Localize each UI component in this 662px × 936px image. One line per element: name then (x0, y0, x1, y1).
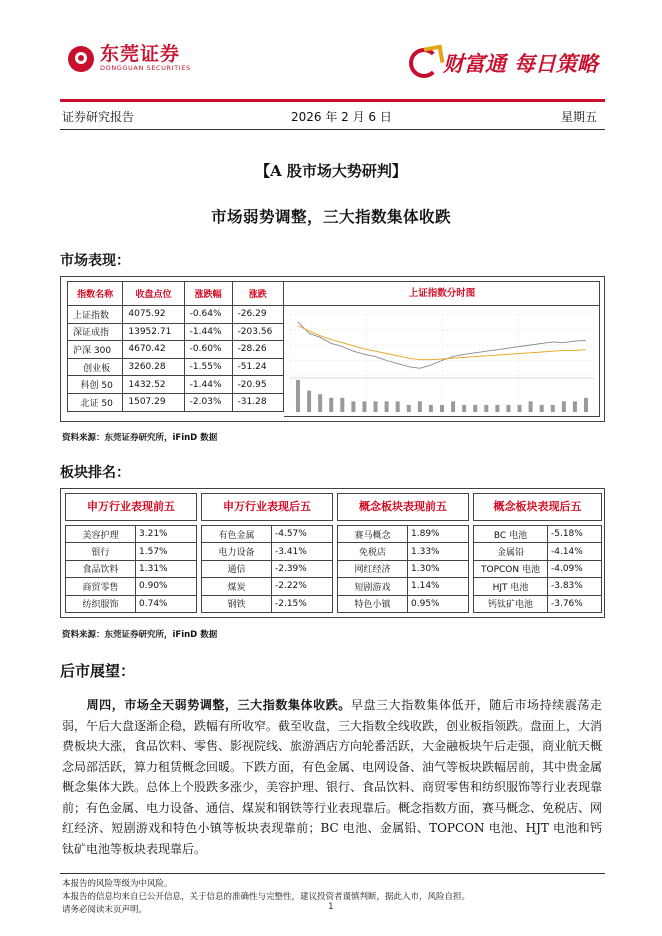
volume-bar (362, 401, 366, 412)
volume-bar (462, 405, 466, 412)
index-close: 4670.42 (123, 341, 184, 359)
table-row (68, 358, 284, 376)
sector-name: BC 电池 (474, 526, 548, 543)
sector-pct: -4.09% (548, 560, 602, 577)
index-pct: -2.03% (184, 393, 232, 411)
table-row (68, 323, 284, 341)
col-header-change: 涨跌 (232, 282, 283, 306)
table-row (474, 578, 602, 595)
outlook-body: 早盘三大指数集体低开，随后市场持续震荡走弱，午后大盘逐渐企稳，跌幅有所收窄。截至收盘，三大指数全线收跌，创业板指领跌。盘面上，大消费板块大涨，食品饮料、零售、影视院线、旅游酒店方向轮番活跃，大金融板块午后走强，商业航天概念局部活跃，算力租赁概念回暖。下跌方面，有色金属、电网设备、油气等板块跌幅居前，其中贵金属概念集体大跌。总体上个股跌多涨少，美容护理、银行、食品饮料、商贸零售和纺织服饰等行业表现靠前；有色金属、电力设备、通信、煤炭和钢铁等行业表现靠后。概念指数方面，赛马概念、免税店、网红经济、短剧游戏和特色小镇等板块表现靠前；BC 电池、金属铅、TOPCON 电池、HJT 电池和钙钛矿电池等板块表现靠后。 (62, 698, 603, 856)
sector-name: 美容护理 (66, 526, 136, 543)
footer-disclaimer (62, 878, 470, 917)
volume-bar (374, 401, 378, 412)
sector-name: 赛马概念 (338, 526, 408, 543)
volume-bar (518, 405, 522, 412)
intraday-chart-box (284, 281, 600, 417)
sector-pct: 1.89% (408, 526, 469, 543)
page-number: 1 (328, 902, 334, 912)
chart-title: 上证指数分时图 (284, 282, 600, 306)
logo-name-en: DONGGUAN SECURITIES (100, 64, 191, 72)
volume-bar (318, 394, 322, 412)
table-row (68, 393, 284, 411)
report-weekday: 星期五 (560, 110, 597, 124)
sector-source: 资料来源：东莞证券研究所，iFinD 数据 (62, 630, 218, 640)
index-pct: -1.44% (184, 376, 232, 394)
volume-bar (440, 405, 444, 412)
sector-head-bottom-industry: 申万行业表现后五 (201, 493, 333, 521)
sector-pct: -5.18% (548, 526, 602, 543)
table-row (474, 560, 602, 577)
table-row (66, 560, 197, 577)
table-row (202, 543, 333, 560)
brand-name: 财富通 (443, 51, 506, 76)
volume-bar (506, 405, 510, 412)
sector-group-top-industry (65, 525, 197, 613)
table-row (202, 578, 333, 595)
index-pct: -0.60% (184, 341, 232, 359)
sector-head-bottom-concept: 概念板块表现后五 (473, 493, 602, 521)
table-row (474, 543, 602, 560)
sector-group-bottom-concept (473, 525, 602, 613)
sector-name: 短剧游戏 (338, 578, 408, 595)
table-row (338, 560, 469, 577)
footer-info-note: 本报告的信息均来自已公开信息，关于信息的准确性与完整性，建议投资者谨慎判断，据此入市，风险自担。 (62, 892, 471, 902)
sector-name: 通信 (202, 560, 272, 577)
index-change: -20.95 (232, 376, 283, 394)
volume-bar (407, 405, 411, 412)
footer-risk-level: 本报告的风险等级为中风险。 (62, 879, 173, 889)
volume-bar (429, 405, 433, 412)
index-change: -31.28 (232, 393, 283, 411)
market-source: 资料来源：东莞证券研究所，iFinD 数据 (62, 433, 218, 443)
sector-name: HJT 电池 (474, 578, 548, 595)
index-pct: -0.64% (184, 306, 232, 324)
sector-name: 金属铅 (474, 543, 548, 560)
page-subtitle: 市场弱势调整，三大指数集体收跌 (210, 208, 451, 226)
index-change: -51.24 (232, 358, 283, 376)
header-divider (60, 99, 605, 102)
outlook-lead: 周四，市场全天弱势调整，三大指数集体收跌。 (86, 698, 351, 712)
index-name: 沪深 300 (68, 341, 123, 359)
volume-bar (473, 405, 477, 412)
volume-bar (551, 405, 555, 412)
sector-pct: -3.83% (548, 578, 602, 595)
volume-bar (484, 405, 488, 412)
table-row (66, 595, 197, 612)
sector-name: 电力设备 (202, 543, 272, 560)
sector-name: TOPCON 电池 (474, 560, 548, 577)
sector-pct: 1.31% (136, 560, 197, 577)
sector-group-bottom-industry (201, 525, 333, 613)
sector-name: 纺织服饰 (66, 595, 136, 612)
footer-divider (60, 873, 605, 874)
volume-bar (418, 401, 422, 412)
outlook-paragraph (62, 695, 602, 859)
volume-bar (340, 398, 344, 412)
market-table-box (60, 276, 605, 422)
sector-pct: -2.22% (272, 578, 333, 595)
index-close: 4075.92 (123, 306, 184, 324)
col-header-close: 收盘点位 (123, 282, 184, 306)
col-header-name: 指数名称 (68, 282, 123, 306)
section-outlook-heading: 后市展望： (60, 662, 136, 680)
meta-divider (60, 129, 605, 130)
sector-pct: -2.39% (272, 560, 333, 577)
volume-bar (495, 405, 499, 412)
index-close: 13952.71 (123, 323, 184, 341)
table-row (474, 595, 602, 612)
volume-bar (529, 401, 533, 412)
volume-bar (584, 398, 588, 412)
table-row (202, 595, 333, 612)
section-sector-heading: 板块排名： (60, 465, 130, 481)
volume-bar (296, 380, 300, 412)
report-type: 证券研究报告 (62, 110, 135, 124)
index-name: 科创 50 (68, 376, 123, 394)
sector-head-top-concept: 概念板块表现前五 (337, 493, 469, 521)
sector-pct: 1.33% (408, 543, 469, 560)
index-name: 创业板 (68, 358, 123, 376)
sector-name: 食品饮料 (66, 560, 136, 577)
sector-pct: 0.95% (408, 595, 469, 612)
volume-bar (351, 401, 355, 412)
sector-pct: -3.41% (272, 543, 333, 560)
sector-pct: 0.90% (136, 578, 197, 595)
col-header-pct: 涨跌幅 (184, 282, 232, 306)
sector-pct: 3.21% (136, 526, 197, 543)
logo-name-cn: 东莞证券 (100, 43, 181, 65)
sector-name: 商贸零售 (66, 578, 136, 595)
table-row (202, 560, 333, 577)
sector-pct: 0.74% (136, 595, 197, 612)
brand-logo (409, 48, 598, 78)
sector-pct: -4.57% (272, 526, 333, 543)
volume-bar (385, 401, 389, 412)
index-close: 1432.52 (123, 376, 184, 394)
sector-head-top-industry: 申万行业表现前五 (65, 493, 197, 521)
sector-name: 有色金属 (202, 526, 272, 543)
index-pct: -1.55% (184, 358, 232, 376)
daily-strategy-label: 每日策略 (514, 51, 598, 76)
brand-mark-icon (409, 48, 439, 78)
volume-bar (396, 401, 400, 412)
sector-pct: 1.14% (408, 578, 469, 595)
footer-read-notice: 请务必阅读末页声明。 (62, 905, 148, 915)
section-market-heading: 市场表现： (60, 253, 130, 269)
intraday-chart (290, 310, 594, 416)
table-row (68, 306, 284, 324)
page-title: 【A 股市场大势研判】 (255, 162, 407, 180)
sector-group-top-concept (337, 525, 469, 613)
index-table (67, 281, 284, 412)
table-row (338, 543, 469, 560)
table-row (338, 526, 469, 543)
index-change: -28.26 (232, 341, 283, 359)
dongguan-securities-logo (68, 44, 191, 73)
table-row (338, 595, 469, 612)
table-row (474, 526, 602, 543)
index-change: -203.56 (232, 323, 283, 341)
sector-name: 煤炭 (202, 578, 272, 595)
report-meta (60, 106, 605, 126)
sector-name: 免税店 (338, 543, 408, 560)
table-row (68, 341, 284, 359)
index-close: 3260.28 (123, 358, 184, 376)
sector-name: 钙钛矿电池 (474, 595, 548, 612)
table-row (338, 578, 469, 595)
table-row (66, 543, 197, 560)
table-row (202, 526, 333, 543)
table-row (66, 578, 197, 595)
report-header (0, 0, 662, 100)
volume-bar (562, 401, 566, 412)
index-name: 上证指数 (68, 306, 123, 324)
report-date: 2026 年 2 月 6 日 (291, 110, 392, 124)
table-row (66, 526, 197, 543)
volume-bar (573, 401, 577, 412)
sector-pct: -3.76% (548, 595, 602, 612)
sector-name: 网红经济 (338, 560, 408, 577)
volume-bar (329, 398, 333, 412)
volume-bar (540, 405, 544, 412)
logo-mark-icon (68, 46, 94, 72)
volume-bar (451, 401, 455, 412)
index-change: -26.29 (232, 306, 283, 324)
sector-pct: -2.15% (272, 595, 333, 612)
sector-name: 钢铁 (202, 595, 272, 612)
sector-pct: 1.30% (408, 560, 469, 577)
sector-name: 银行 (66, 543, 136, 560)
sector-table-box (60, 488, 605, 618)
sector-pct: 1.57% (136, 543, 197, 560)
sector-name: 特色小镇 (338, 595, 408, 612)
index-name: 北证 50 (68, 393, 123, 411)
index-name: 深证成指 (68, 323, 123, 341)
sector-pct: -4.14% (548, 543, 602, 560)
table-row (68, 376, 284, 394)
index-pct: -1.44% (184, 323, 232, 341)
volume-bar (307, 391, 311, 412)
index-close: 1507.29 (123, 393, 184, 411)
